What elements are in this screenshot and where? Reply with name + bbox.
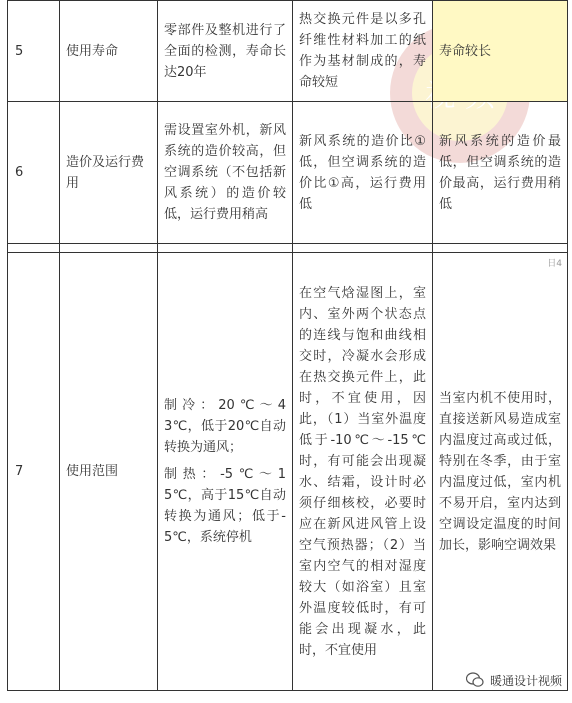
cell-col4: 新风系统的造价比①低，但空调系统的造价比①高，运行费用低	[293, 102, 433, 244]
row-item: 使用寿命	[60, 1, 158, 102]
cell-col5: 当室内机不使用时，直接送新风易造成室内温度过高或过低，特别在冬季，由于室内温度过低，室内机不易开启，室内达到空调设定温度的时间加长，影响空调效果	[433, 253, 568, 691]
comparison-table	[7, 0, 568, 691]
table-row	[8, 102, 568, 244]
cell-col3	[158, 253, 293, 691]
wechat-icon	[466, 671, 484, 689]
cell-col4: 在空气焓湿图上，室内、室外两个状态点的连线与饱和曲线相交时，冷凝水会形成在热交换元件上，此时，不宜使用，因此，（1）当室外温度低于-10℃～-15℃时，有可能会出现凝水、结霜，设计时必须仔细核校，必要时应在新风进风管上设空气预热器；（2）当室内空气的相对湿度较大（如浴室）且室外温度较低时，有可能会出现凝水，此时，不宜使用	[293, 253, 433, 691]
corner-mark: 日4	[547, 259, 562, 269]
table-row	[8, 253, 568, 691]
row-number: 7	[8, 253, 60, 691]
cell-col3-cooling: 制冷：20℃～43℃，低于20℃自动转换为通风；	[164, 398, 286, 455]
row-number: 6	[8, 102, 60, 244]
watermark-logo-text: 暖通设计视频	[489, 673, 562, 688]
cell-col3-heating: 制热：-5℃～15℃，高于15℃自动转换为通风；低于-5℃，系统停机	[164, 467, 286, 545]
cell-col3: 零部件及整机进行了全面的检测，寿命长达20年	[158, 1, 293, 102]
row-item: 使用范围	[60, 253, 158, 691]
watermark-logo	[466, 671, 562, 689]
cell-col4: 热交换元件是以多孔纤维性材料加工的纸作为基材制成的，寿命较短	[293, 1, 433, 102]
cell-col5: 新风系统的造价最低，但空调系统的造价最高，运行费用稍低	[433, 102, 568, 244]
table-row	[8, 1, 568, 102]
cell-col3: 需设置室外机，新风系统的造价较高，但空调系统（不包括新风系统）的造价较低，运行费用稍高	[158, 102, 293, 244]
row-number: 5	[8, 1, 60, 102]
cell-col5: 寿命较长	[433, 1, 568, 102]
row-gap	[8, 244, 568, 253]
row-item: 造价及运行费用	[60, 102, 158, 244]
